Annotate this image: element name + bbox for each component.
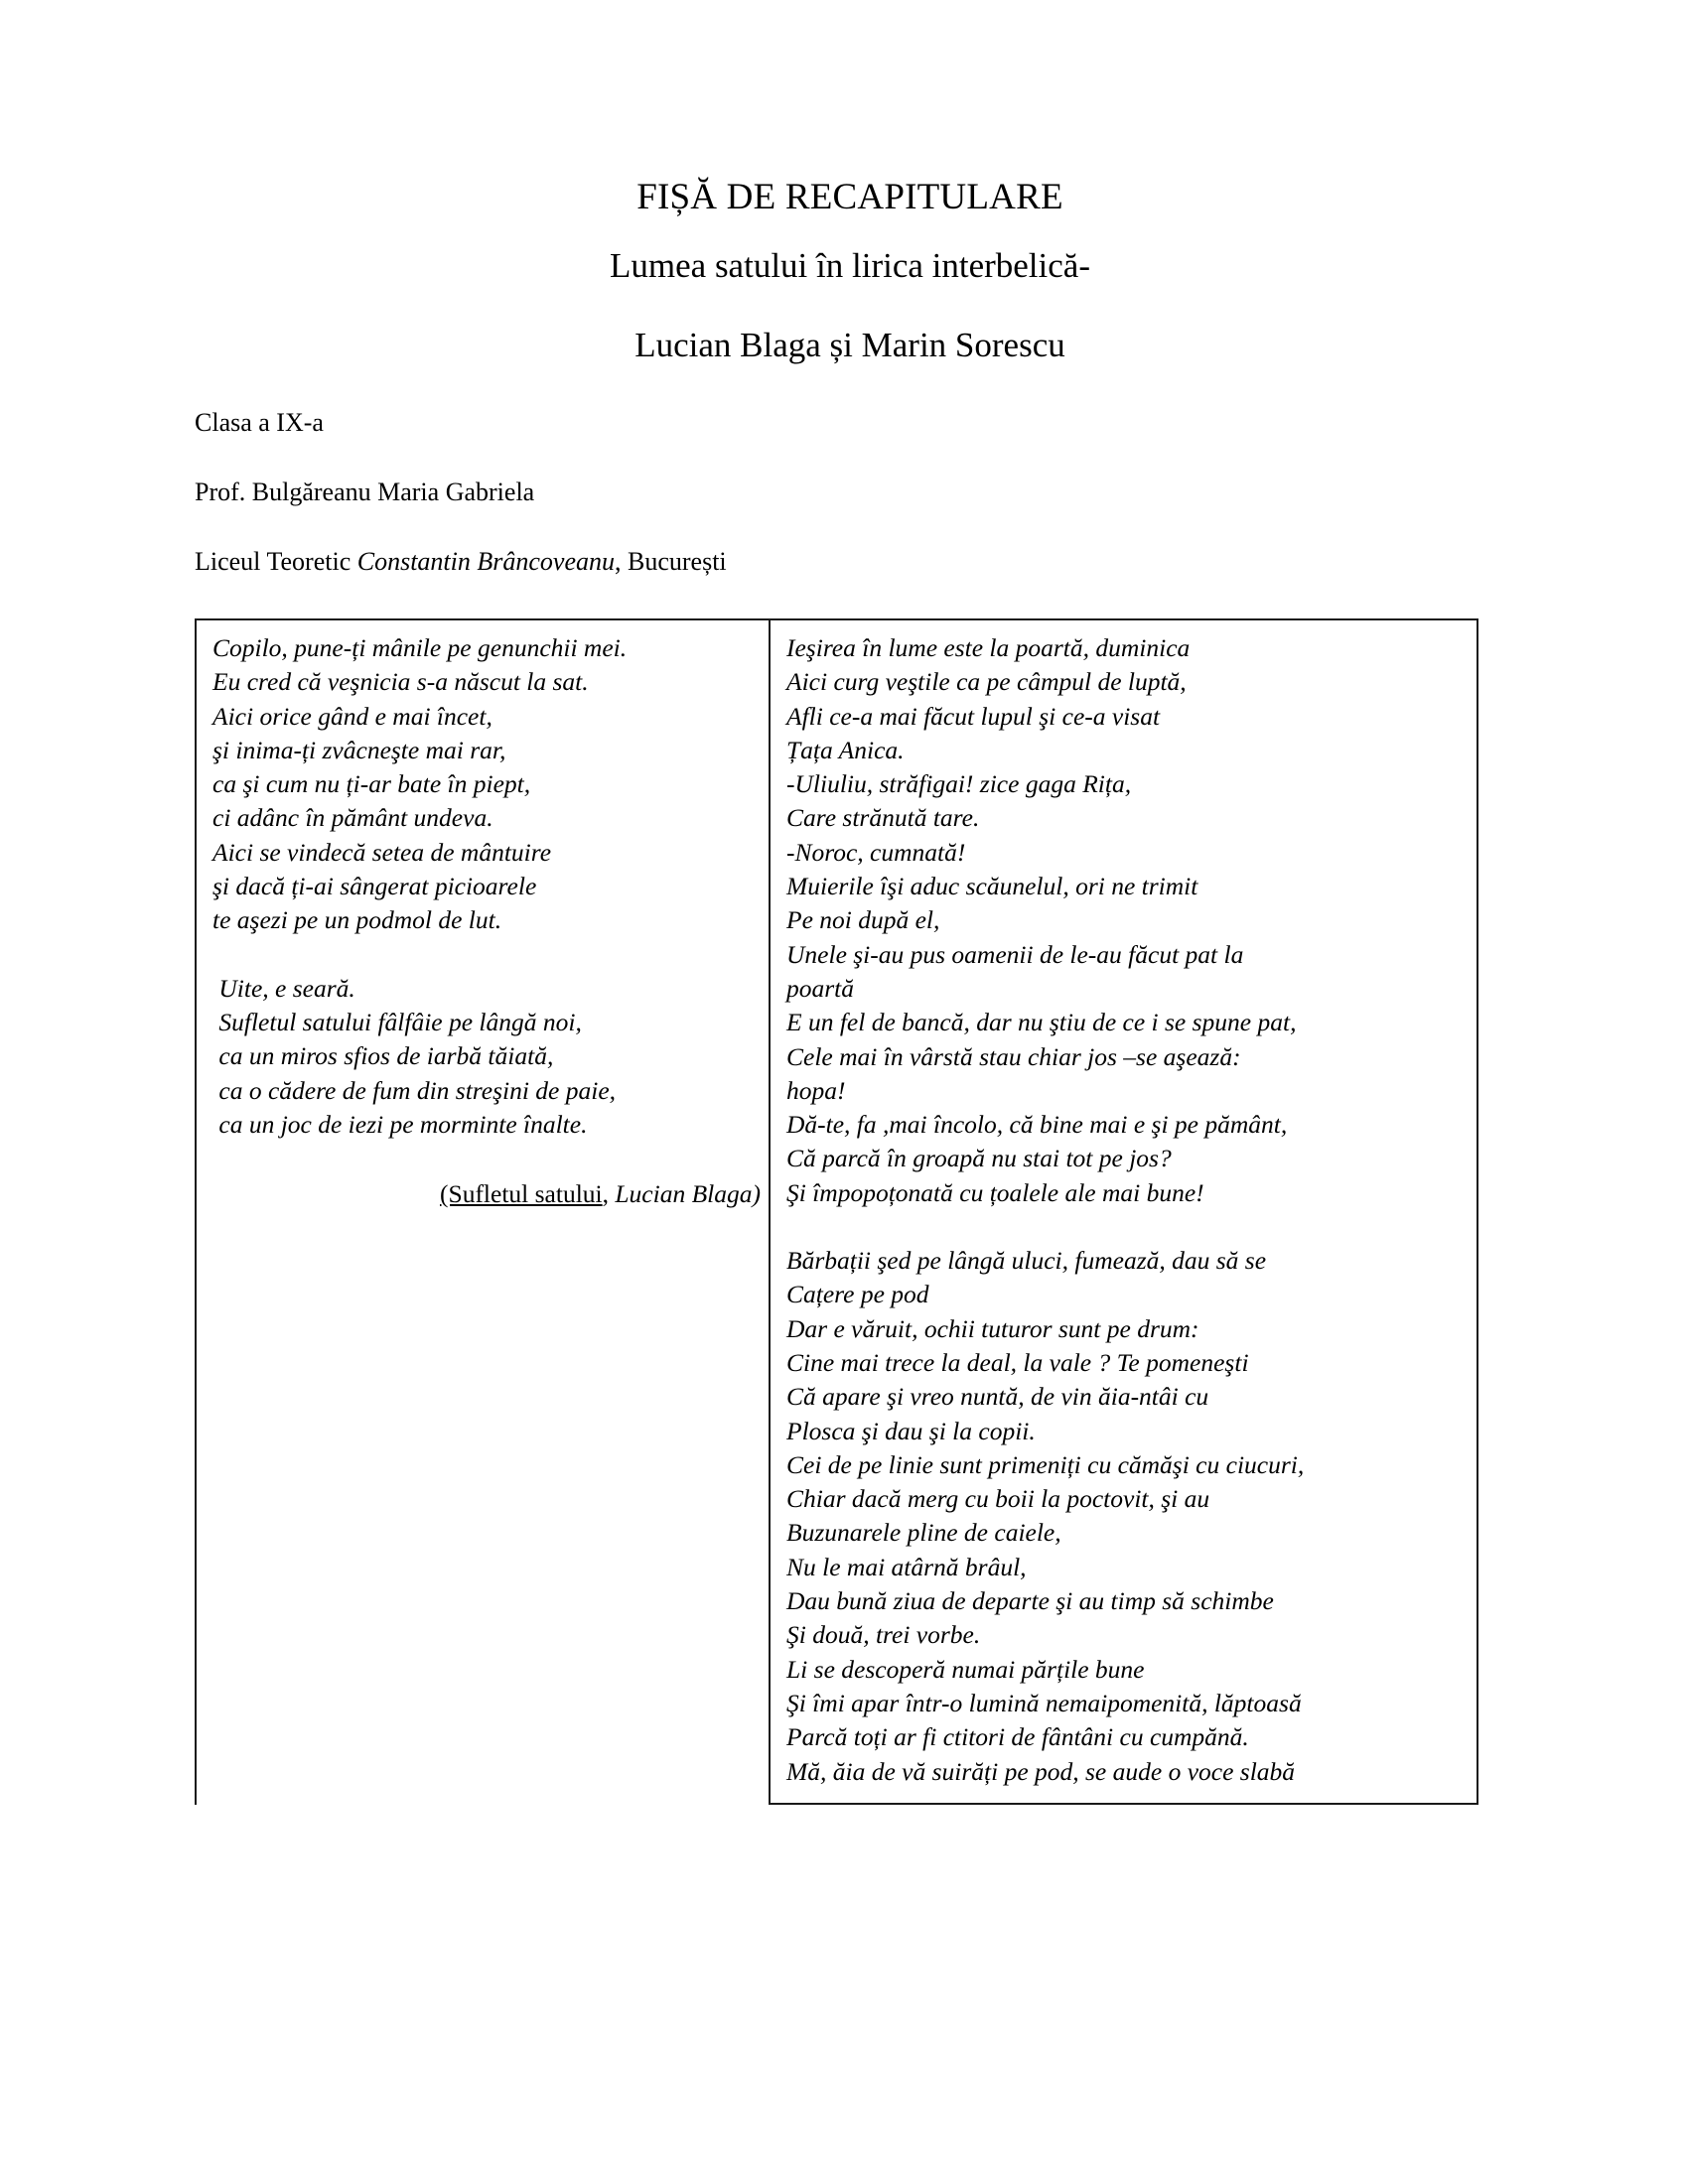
poem-line: Dau bună ziua de departe şi au timp să schimbe [786, 1586, 1274, 1616]
attribution-author: Lucian Blaga) [609, 1179, 761, 1209]
poem-line: Muierile îşi aduc scăunelul, ori ne trimit [786, 872, 1198, 901]
blaga-attribution [212, 1177, 769, 1211]
attribution-work-title: (Sufletul satului [440, 1179, 603, 1209]
teacher-line: Prof. Bulgăreanu Maria Gabriela [195, 478, 535, 506]
sorescu-stanza-1 [786, 631, 1463, 1210]
subtitle-line-1: Lumea satului în lirica interbelică- [610, 246, 1090, 285]
school-line [195, 549, 1505, 575]
poem-line: ca un joc de iezi pe morminte înalte. [212, 1109, 588, 1139]
poem-line: Buzunarele pline de caiele, [786, 1518, 1061, 1548]
poem-line: E un fel de bancă, dar nu ştiu de ce i se spune pat, [786, 1008, 1297, 1037]
poem-line: Şi îmi apar într-o lumină nemaipomenită, lăptoasă [786, 1688, 1302, 1717]
class-line: Clasa a IX-a [195, 408, 324, 437]
poem-line: ci adânc în pământ undeva. [212, 803, 493, 833]
school-prefix: Liceul Teoretic [195, 547, 357, 576]
poem-line: Li se descoperă numai părțile bune [786, 1654, 1145, 1684]
poem-line: Nu le mai atârnă brâul, [786, 1552, 1027, 1581]
school-suffix: , București [615, 547, 727, 576]
poem-line: Pe noi după el, [786, 905, 940, 935]
poem-line: Aici orice gând e mai încet, [212, 701, 492, 731]
poem-line: te aşezi pe un podmol de lut. [212, 905, 502, 935]
poem-line: Uite, e seară. [212, 973, 355, 1003]
poem-line: hopa! [786, 1075, 846, 1105]
poem-line: şi inima-ți zvâcneşte mai rar, [212, 735, 506, 764]
poem-line: Aici curg veştile ca pe câmpul de luptă, [786, 667, 1187, 697]
poem-line: Cine mai trece la deal, la vale ? Te pomeneşti [786, 1347, 1249, 1377]
poem-line: Copilo, pune-ți mânile pe genunchii mei. [212, 633, 628, 662]
poem-line: Care strănută tare. [786, 803, 980, 833]
title-block [195, 179, 1505, 362]
poem-line: Eu cred că veşnicia s-a născut la sat. [212, 667, 589, 697]
poem-line: Şi împopoțonată cu țoalele ale mai bune! [786, 1177, 1204, 1207]
subtitle-line-2: Lucian Blaga și Marin Sorescu [634, 326, 1065, 364]
poem-line: ca şi cum nu ți-ar bate în piept, [212, 769, 531, 799]
poem-line: Cei de pe linie sunt primeniți cu cămăşi cu ciucuri, [786, 1449, 1305, 1479]
poem-line: Că parcă în groapă nu stai tot pe jos? [786, 1144, 1172, 1173]
school-name: Constantin Brâncoveanu [356, 547, 615, 576]
poem-line: -Uliuliu, străfigai! zice gaga Rița, [786, 769, 1132, 799]
poem-line: Că apare şi vreo nuntă, de vin ăia-ntâi cu [786, 1382, 1209, 1412]
sorescu-stanza-2 [786, 1244, 1463, 1789]
poem-line: Parcă toți ar fi ctitori de fântâni cu cumpănă. [786, 1722, 1249, 1752]
poem-line: Unele şi-au pus oamenii de le-au făcut pat la [786, 939, 1244, 969]
poem-line: Şi două, trei vorbe. [786, 1620, 981, 1650]
stanza-break [786, 1210, 1463, 1244]
attribution-comma: , [602, 1179, 609, 1209]
poem-line: Plosca şi dau şi la copii. [786, 1416, 1036, 1445]
stanza-break [212, 938, 769, 972]
document-content [195, 179, 1505, 1805]
poem-line: Ieşirea în lume este la poartă, duminica [786, 633, 1191, 662]
blaga-stanza-1 [212, 631, 769, 938]
poem-comparison-table [195, 618, 1478, 1805]
poem-line: Afli ce-a mai făcut lupul şi ce-a visat [786, 701, 1161, 731]
poem-line: Sufletul satului fâlfâie pe lângă noi, [212, 1007, 582, 1036]
poem-line: Mă, ăia de vă suirăți pe pod, se aude o voce slabă [786, 1756, 1296, 1786]
poem-line: Bărbații şed pe lângă uluci, fumează, dau să se [786, 1246, 1267, 1276]
poem-cell-sorescu [769, 618, 1478, 1805]
poem-line: ca o cădere de fum din streşini de paie, [212, 1075, 617, 1105]
poem-line: ca un miros sfios de iarbă tăiată, [212, 1041, 554, 1071]
poem-line: Dă-te, fa ,mai încolo, că bine mai e şi pe pământ, [786, 1110, 1288, 1140]
poem-line: Dar e văruit, ochii tuturor sunt pe drum: [786, 1313, 1199, 1343]
poem-cell-blaga [195, 618, 769, 1805]
blaga-stanza-2 [212, 972, 769, 1142]
poem-line: Țața Anica. [786, 735, 905, 764]
poem-line: Cele mai în vârstă stau chiar jos –se aşează: [786, 1041, 1241, 1071]
metadata-block [195, 410, 1505, 575]
poem-line: poartă [786, 973, 855, 1003]
poem-line: -Noroc, cumnată! [786, 837, 966, 867]
poem-line: Cațere pe pod [786, 1280, 929, 1309]
poem-line: şi dacă ți-ai sângerat picioarele [212, 872, 537, 901]
page-title: FIȘĂ DE RECAPITULARE [636, 177, 1063, 217]
poem-line: Chiar dacă merg cu boii la poctovit, şi au [786, 1484, 1210, 1514]
poem-line: Aici se vindecă setea de mântuire [212, 837, 552, 867]
